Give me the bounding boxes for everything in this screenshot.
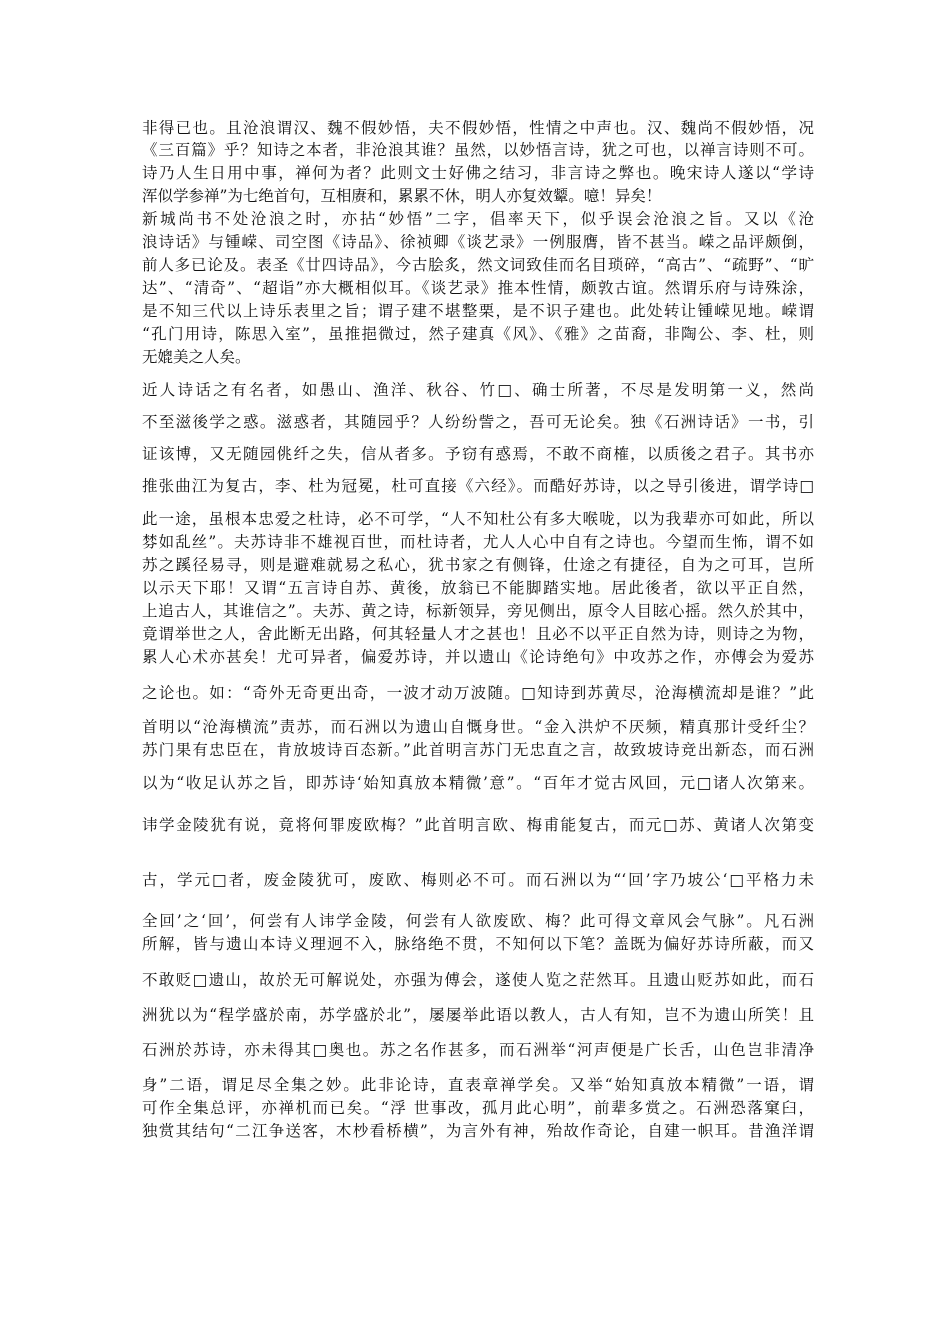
text-line: 是不知三代以上诗乐表里之旨；谓子建不堪整栗，是不识子建也。此处转让锺嵘见地。嵘谓 bbox=[142, 302, 814, 320]
text-line: 诗乃人生日用中事，禅何为者？此则文士好佛之结习，非言诗之弊也。晚宋诗人遂以“学诗 bbox=[142, 164, 814, 182]
text-line: 苏门果有忠臣在，肯放坡诗百态新。”此首明言苏门无忠直之言，故致坡诗竞出新态，而石洲 bbox=[142, 741, 814, 759]
text-line: “孔门用诗，陈思入室”，虽推挹微过，然子建真《风》、《雅》之苗裔，非陶公、李、杜，则 bbox=[142, 325, 814, 343]
text-line: 累人心术亦甚矣！尤可异者，偏爱苏诗，并以遗山《论诗绝句》中攻苏之作，亦傅会为爱苏 bbox=[142, 648, 814, 666]
text-line: 证该博，又无随园佻纤之失，信从者多。予窃有惑焉，不敢不商榷，以质後之君子。其书亦 bbox=[142, 445, 814, 463]
text-line: 独赏其结句“二江争送客，木杪看桥横”，为言外有神，殆故作奇论，自建一帜耳。昔渔洋谓 bbox=[142, 1122, 814, 1140]
text-line: 讳学金陵犹有说，竟将何罪废欧梅？”此首明言欧、梅甫能复古，而元□苏、黄诸人次第变 bbox=[142, 816, 814, 834]
text-line: 新城尚书不处沧浪之时，亦拈“妙悟”二字，倡率天下，似乎误会沧浪之旨。又以《沧 bbox=[142, 210, 814, 228]
text-line: 不敢贬□遗山，故於无可解说处，亦强为傅会，遂使人览之茫然耳。且遗山贬苏如此，而石 bbox=[142, 971, 814, 989]
text-line: 达”、“清奇”、“超诣”亦大概相似耳。《谈艺录》推本性情，颇敦古谊。然谓乐府与诗殊涂， bbox=[142, 279, 814, 297]
text-line: 非得已也。且沧浪谓汉、魏不假妙悟，夫不假妙悟，性情之中声也。汉、魏尚不假妙悟，况 bbox=[142, 119, 814, 137]
text-line: 推张曲江为复古，李、杜为冠冕，杜可直接《六经》。而酷好苏诗，以之导引後进，谓学诗□ bbox=[142, 477, 814, 495]
text-line: 以示天下耶！又谓“五言诗自苏、黄後，放翁已不能脚踏实地。居此後者，欲以平正自然， bbox=[142, 579, 814, 597]
text-line: 所解，皆与遗山本诗义理迥不入，脉络绝不贯，不知何以下笔？盖既为偏好苏诗所蔽，而又 bbox=[142, 935, 814, 953]
text-line: 古，学元□者，废金陵犹可，废欧、梅则必不可。而石洲以为“‘回’字乃坡公‘□平格力未 bbox=[142, 871, 814, 889]
text-line: 浪诗话》与锺嵘、司空图《诗品》、徐祯卿《谈艺录》一例服膺，皆不甚当。嵘之品评颇倒， bbox=[142, 233, 814, 251]
text-line: 石洲於苏诗，亦未得其□奥也。苏之名作甚多，而石洲举“河声便是广长舌，山色岂非清净 bbox=[142, 1041, 814, 1059]
text-line: 全回’之‘回’，何尝有人讳学金陵，何尝有人欲废欧、梅？此可得文章风会气脉”。凡石洲 bbox=[142, 912, 814, 930]
text-line: 苏之蹊径易寻，则是避难就易之私心，犹书家之有侧锋，仕途之有捷径，自为之可耳，岂所 bbox=[142, 556, 814, 574]
text-line: 《三百篇》乎？知诗之本者，非沧浪其谁？虽然，以妙悟言诗，犹之可也，以禅言诗则不可。 bbox=[142, 141, 814, 159]
text-line: 无媲美之人矣。 bbox=[142, 348, 251, 366]
text-line: 之论也。如：“奇外无奇更出奇，一波才动万波随。□知诗到苏黄尽，沧海横流却是谁？”此 bbox=[142, 684, 814, 702]
text-line: 上追古人，其谁信之”。夫苏、黄之诗，标新领异，旁见侧出，原令人目眩心摇。然久於其中， bbox=[142, 602, 814, 620]
text-line: 前人多已论及。表圣《廿四诗品》，今古脍炙，然文词致佳而名目琐碎，“高古”、“疏野”、“旷 bbox=[142, 256, 814, 274]
text-line: 可作全集总评，亦禅机而已矣。“浮 世事改，孤月此心明”，前辈多赏之。石洲恐落窠臼， bbox=[142, 1099, 814, 1117]
text-line: 棼如乱丝”。夫苏诗非不雄视百世，而杜诗者，尤人人心中自有之诗也。今望而生怖，谓不如 bbox=[142, 533, 814, 551]
text-line: 以为“收足认苏之旨，即苏诗‘始知真放本精微’意”。“百年才觉古风回，元□诸人次第来。 bbox=[142, 774, 814, 792]
text-line: 不至滋後学之惑。滋惑者，其随园乎？人纷纷訾之，吾可无论矣。独《石洲诗话》一书，引 bbox=[142, 413, 814, 431]
text-line: 浑似学参禅”为七绝首句，互相赓和，累累不休，明人亦复效颦。噫！异矣！ bbox=[142, 187, 662, 205]
text-line: 身”二语，谓足尽全集之妙。此非论诗，直表章禅学矣。又举“始知真放本精微”一语，谓 bbox=[142, 1076, 814, 1094]
text-line: 洲犹以为“程学盛於南，苏学盛於北”，屡屡举此语以教人，古人有知，岂不为遗山所笑！且 bbox=[142, 1006, 814, 1024]
text-line: 竟谓举世之人，舍此断无出路，何其轻量人才之甚也！且必不以平正自然为诗，则诗之为物， bbox=[142, 625, 814, 643]
text-line: 首明以“沧海横流”责苏，而石洲以为遗山自慨身世。“金入洪炉不厌频，精真那计受纤尘？ bbox=[142, 718, 814, 736]
text-line: 近人诗话之有名者，如愚山、渔洋、秋谷、竹□、确士所著，不尽是发明第一义，然尚 bbox=[142, 381, 814, 399]
text-line: 此一途，虽根本忠爱之杜诗，必不可学，“人不知杜公有多大喉咙，以为我辈亦可如此，所以 bbox=[142, 510, 814, 528]
